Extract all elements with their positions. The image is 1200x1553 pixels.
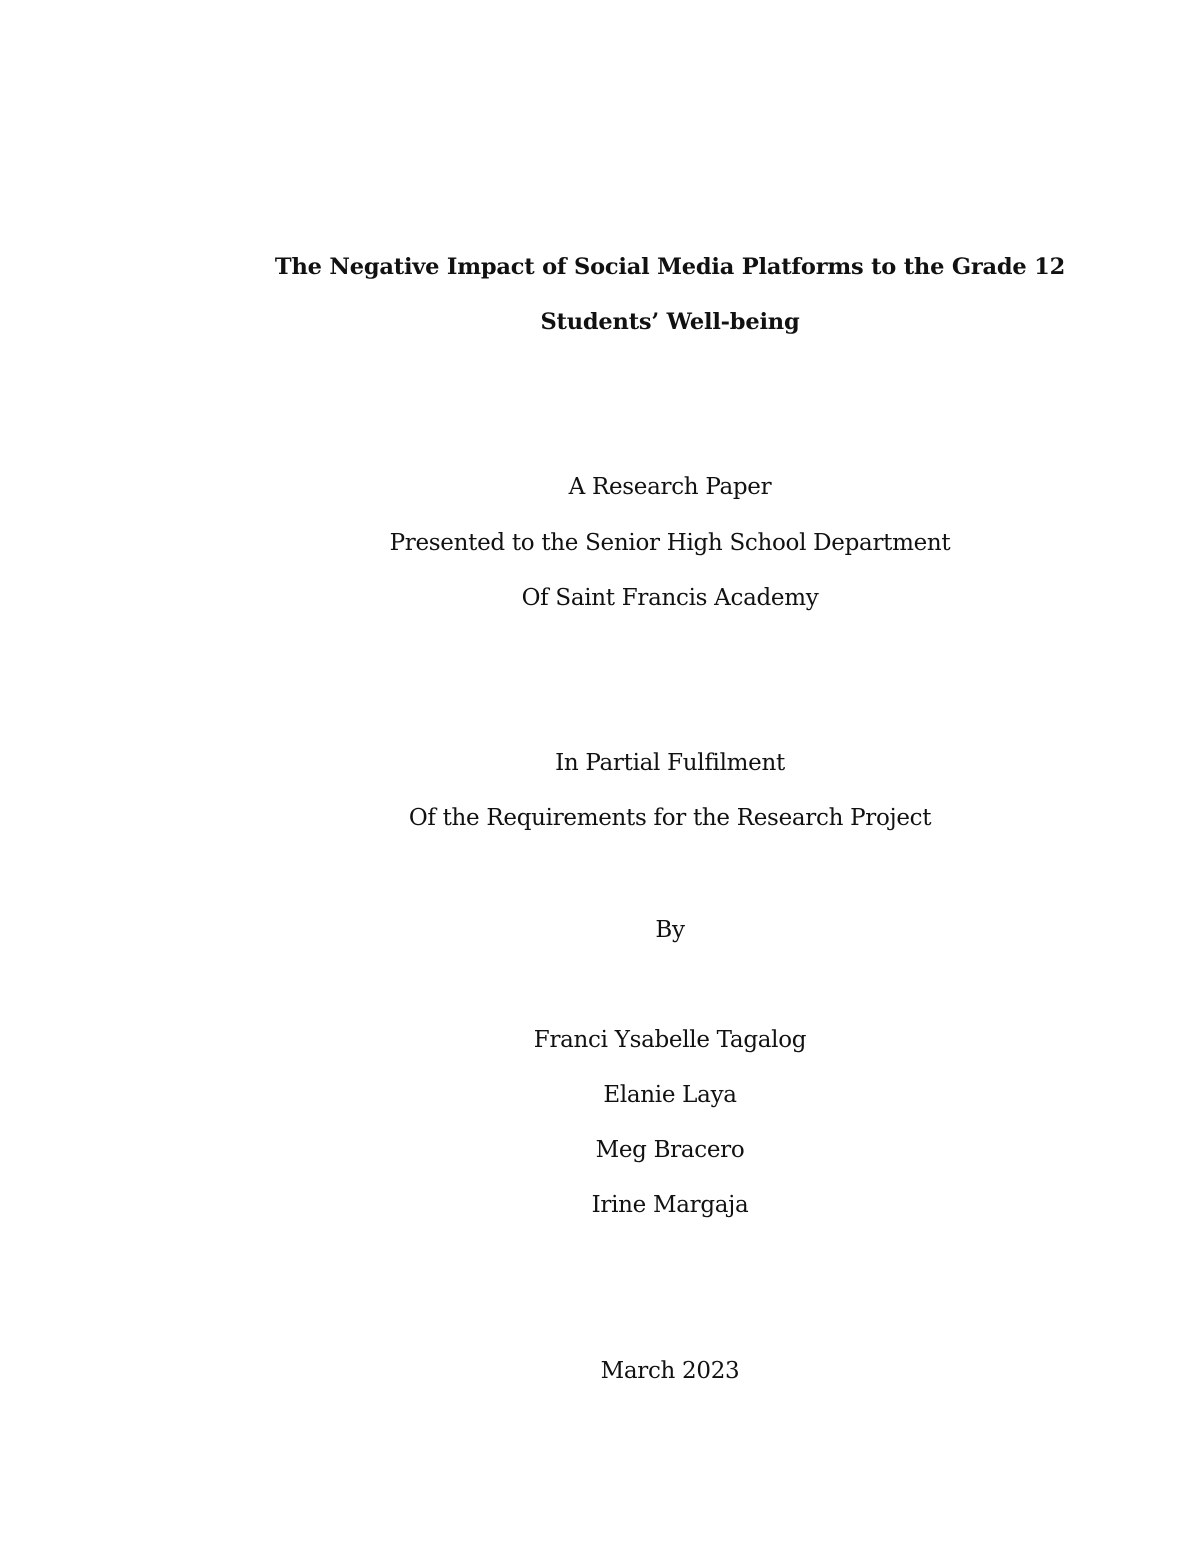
paper-type: A Research Paper [568, 474, 772, 500]
author-name: Elanie Laya [603, 1082, 737, 1108]
author-name: Irine Margaja [591, 1192, 749, 1218]
author-name: Meg Bracero [595, 1137, 745, 1163]
fulfilment-line-1: In Partial Fulfilment [555, 750, 785, 776]
paper-title-line-2: Students’ Well-being [540, 309, 800, 335]
paper-title-line-1: The Negative Impact of Social Media Platforms to the Grade 12 [274, 254, 1066, 280]
by-label: By [655, 917, 685, 943]
submission-date: March 2023 [600, 1358, 740, 1384]
presented-to: Presented to the Senior High School Department [389, 530, 951, 556]
fulfilment-line-2: Of the Requirements for the Research Project [408, 805, 932, 831]
author-name: Franci Ysabelle Tagalog [533, 1027, 807, 1053]
institution: Of Saint Francis Academy [521, 585, 819, 611]
